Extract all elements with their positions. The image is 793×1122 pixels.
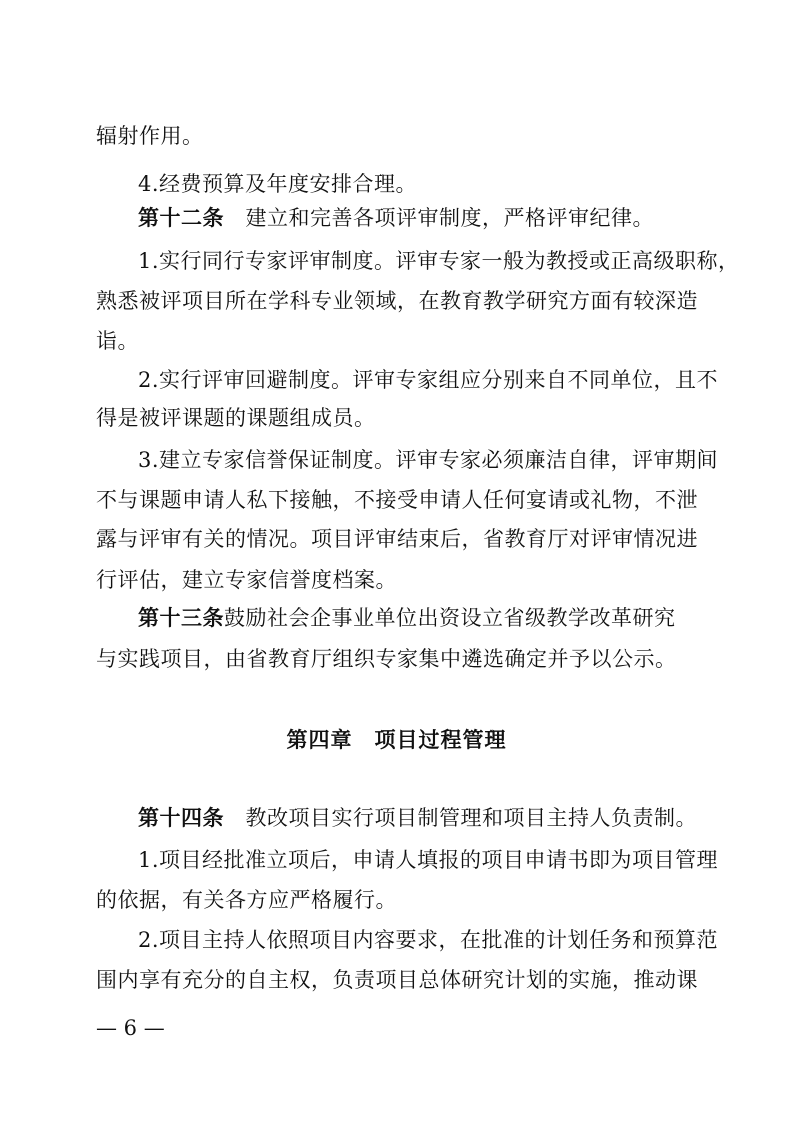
paragraph-line: 辐射作用。 <box>96 124 204 148</box>
paragraph-line: 3.建立专家信誉保证制度。评审专家必须廉洁自律，评审期间 <box>138 448 719 472</box>
article-label: 第十二条 <box>138 206 224 230</box>
paragraph-line: 2.实行评审回避制度。评审专家组应分别来自不同单位，且不 <box>138 368 719 392</box>
paragraph-line: 得是被评课题的课题组成员。 <box>96 406 376 430</box>
paragraph-line: 诣。 <box>96 329 139 353</box>
paragraph-line: 1.实行同行专家评审制度。评审专家一般为教授或正高级职称， <box>138 249 740 273</box>
article-text: 鼓励社会企事业单位出资设立省级教学改革研究 <box>224 606 676 630</box>
paragraph-line: 露与评审有关的情况。项目评审结束后，省教育厅对评审情况进 <box>96 527 698 551</box>
article-label: 第十四条 <box>138 806 224 830</box>
paragraph-line: 不与课题申请人私下接触，不接受申请人任何宴请或礼物，不泄 <box>96 488 698 512</box>
article-12-line <box>138 200 700 236</box>
paragraph-line: 2.项目主持人依照项目内容要求，在批准的计划任务和预算范 <box>138 928 719 952</box>
article-14-line <box>138 800 700 836</box>
article-label: 第十三条 <box>138 606 224 630</box>
paragraph-line: 行评估，建立专家信誉度档案。 <box>96 568 397 592</box>
paragraph-line: 围内享有充分的自主权，负责项目总体研究计划的实施，推动课 <box>96 968 698 992</box>
paragraph-line: 与实践项目，由省教育厅组织专家集中遴选确定并予以公示。 <box>96 647 677 671</box>
paragraph-line: 的依据，有关各方应严格履行。 <box>96 888 397 912</box>
paragraph-line: 熟悉被评项目所在学科专业领域，在教育教学研究方面有较深造 <box>96 289 698 313</box>
article-text: 建立和完善各项评审制度，严格评审纪律。 <box>224 206 654 230</box>
article-13-line <box>138 600 700 636</box>
article-text: 教改项目实行项目制管理和项目主持人负责制。 <box>224 806 697 830</box>
page-number: — 6 — <box>96 1016 165 1040</box>
chapter-heading: 第四章 项目过程管理 <box>286 728 507 752</box>
paragraph-line: 4.经费预算及年度安排合理。 <box>138 172 418 196</box>
paragraph-line: 1.项目经批准立项后，申请人填报的项目申请书即为项目管理 <box>138 848 719 872</box>
